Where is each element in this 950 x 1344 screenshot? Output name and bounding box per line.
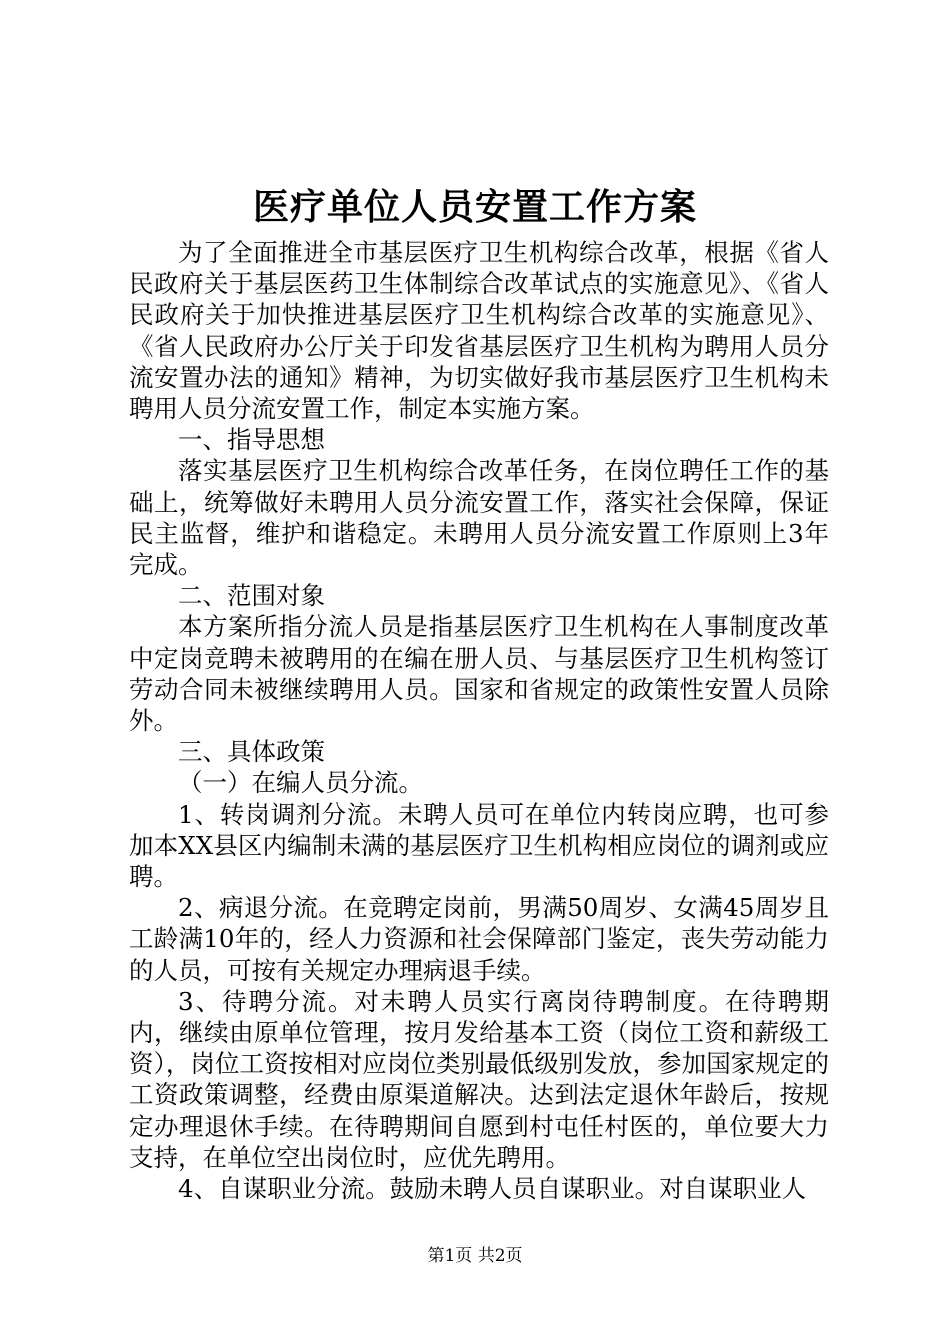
paragraph-item-3: 3、待聘分流。对未聘人员实行离岗待聘制度。在待聘期内，继续由原单位管理，按月发给基本工资（岗位工资和薪级工资），岗位工资按相对应岗位类别最低级别发放，参加国家规定的工资政策调整，经费由原渠道解决。达到法定退休年龄后，按规定办理退休手续。在待聘期间自愿到村屯任村医的，单位要大力支持，在单位空出岗位时，应优先聘用。	[129, 986, 829, 1172]
document-title: 医疗单位人员安置工作方案	[252, 186, 697, 228]
subheading-staff-diversion: （一）在编人员分流。	[178, 768, 423, 798]
paragraph-guiding-ideology: 落实基层医疗卫生机构综合改革任务，在岗位聘任工作的基础上，统筹做好未聘用人员分流安置工作，落实社会保障，保证民主监督，维护和谐稳定。未聘用人员分流安置工作原则上3年完成。	[129, 456, 829, 580]
paragraph-intro: 为了全面推进全市基层医疗卫生机构综合改革，根据《省人民政府关于基层医药卫生体制综合改革试点的实施意见》、《省人民政府关于加快推进基层医疗卫生机构综合改革的实施意见》、《省人民政府办公厅关于印发省基层医疗卫生机构为聘用人员分流安置办法的通知》精神，为切实做好我市基层医疗卫生机构未聘用人员分流安置工作，制定本实施方案。	[129, 238, 829, 424]
paragraph-item-1: 1、转岗调剂分流。未聘人员可在单位内转岗应聘，也可参加本XX县区内编制未满的基层医疗卫生机构相应岗位的调剂或应聘。	[129, 799, 829, 892]
paragraph-scope: 本方案所指分流人员是指基层医疗卫生机构在人事制度改革中定岗竞聘未被聘用的在编在册人员、与基层医疗卫生机构签订劳动合同未被继续聘用人员。国家和省规定的政策性安置人员除外。	[129, 612, 829, 736]
heading-specific-policy: 三、具体政策	[178, 737, 325, 767]
heading-guiding-ideology: 一、指导思想	[178, 425, 325, 455]
paragraph-item-4: 4、自谋职业分流。鼓励未聘人员自谋职业。对自谋职业人	[178, 1174, 807, 1204]
document-body	[129, 237, 829, 1204]
paragraph-item-2: 2、病退分流。在竞聘定岗前，男满50周岁、女满45周岁且工龄满10年的，经人力资源和社会保障部门鉴定，丧失劳动能力的人员，可按有关规定办理病退手续。	[129, 893, 829, 985]
heading-scope: 二、范围对象	[178, 581, 325, 611]
page-footer: 第1页 共2页	[427, 1246, 523, 1266]
